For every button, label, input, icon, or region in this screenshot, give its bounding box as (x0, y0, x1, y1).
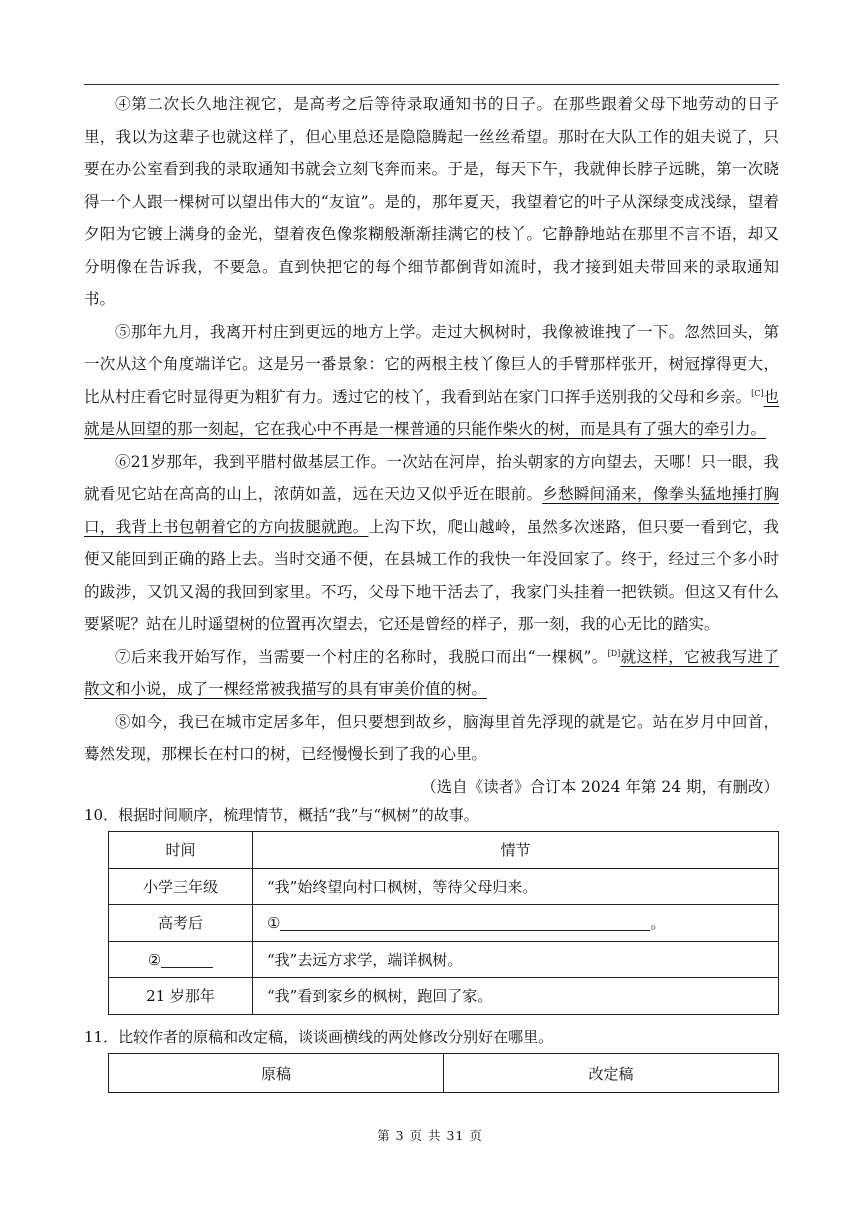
question-11 (84, 1022, 779, 1052)
header-plot: 情节 (253, 832, 779, 869)
paragraph-7: ⑦后来我开始写作，当需要一个村庄的名称时，我脱口而出“一棵枫”。[D]就这样，它被我写进了散文和小说，成了一棵经常被我描写的具有审美价值的树。 (84, 647, 779, 698)
blank-line (280, 912, 650, 931)
paragraph-5: ⑤那年九月，我离开村庄到更远的地方上学。走过大枫树时，我像被谁拽了一下。忽然回头，第一次从这个角度端详它。这是另一番景象：它的两根主枝丫像巨人的手臂那样张开，树冠撑得更大，比从村庄看它时显得更为粗犷有力。透过它的枝丫，我看到站在家门口挥手送别我的父母和乡亲。[C]也就是从回望的那一刻起，它在我心中不再是一棵普通的只能作柴火的树，而是具有了强大的牵引力。 (84, 322, 779, 438)
paragraph-6: ⑥21岁那年，我到平腊村做基层工作。一次站在河岸，抬头朝家的方向望去，天哪！只一眼，我就看见它站在高高的山上，浓荫如盖，远在天边又似乎近在眼前。乡愁瞬间涌来，像拳头猛地捶打胸口，我背上书包朝着它的方向拔腿就跑。上沟下坎，爬山越岭，虽然多次迷路，但只要一看到它，我便又能回到正确的路上去。当时交通不便，在县城工作的我快一年没回家了。终于，经过三个多小时的跋涉，又饥又渴的我回到家里。不巧，父母下地干活去了，我家门头挂着一把铁锁。但这又有什么要紧呢？站在儿时遥望树的位置再次望去，它还是曾经的样子，那一刻，我的心无比的踏实。 (84, 452, 779, 633)
underlined-sentence-6: 乡愁瞬间涌来，像拳头猛地捶打胸口，我背上书包朝着它的方向拔腿就跑。 (84, 485, 779, 536)
answer-blank-1[interactable]: ① 。 (253, 905, 779, 942)
paragraph-8: ⑧如今，我已在城市定居多年，但只要想到故乡，脑海里首先浮现的就是它。站在岁月中回首，蓦然发现，那棵长在村口的树，已经慢慢长到了我的心里。 (84, 712, 779, 763)
article-body (84, 88, 779, 803)
question-11-prompt: 11．比较作者的原稿和改定稿，谈谈画横线的两处修改分别好在哪里。 (84, 1028, 554, 1046)
row-plot: “我”去远方求学，端详枫树。 (253, 941, 779, 978)
row-plot: “我”看到家乡的枫树，跑回了家。 (253, 978, 779, 1015)
underlined-sentence-d: 就这样，它被我写进了散文和小说，成了一棵经常被我描写的具有审美价值的树。 (84, 647, 779, 698)
mark-d: [D] (607, 648, 621, 658)
table-row (109, 978, 779, 1015)
table-header-row (109, 1054, 779, 1093)
question-10-prompt: 10．根据时间顺序，梳理情节，概括“我”与“枫树”的故事。 (84, 806, 479, 824)
header-original: 原稿 (109, 1054, 444, 1093)
plot-table (108, 831, 779, 1015)
table-row (109, 868, 779, 905)
row-time: 21 岁那年 (109, 978, 253, 1015)
revision-table (108, 1053, 779, 1093)
table-row (109, 941, 779, 978)
table-header-row (109, 832, 779, 869)
table-row (109, 905, 779, 942)
blank-line (161, 949, 213, 968)
header-revised: 改定稿 (444, 1054, 779, 1093)
article-source: （选自《读者》合订本 2024 年第 24 期，有删改） (421, 777, 779, 796)
question-10 (84, 800, 779, 830)
page-footer: 第 3 页 共 31 页 (377, 1128, 483, 1143)
row-plot: “我”始终望向村口枫树，等待父母归来。 (253, 868, 779, 905)
mark-c: [C] (751, 388, 764, 398)
underlined-sentence-c: 也就是从回望的那一刻起，它在我心中不再是一棵普通的只能作柴火的树，而是具有了强大的牵引力。 (84, 387, 779, 438)
paragraph-4: ④第二次长久地注视它，是高考之后等待录取通知书的日子。在那些跟着父母下地劳动的日子里，我以为这辈子也就这样了，但心里总还是隐隐腾起一丝丝希望。那时在大队工作的姐夫说了，只要在办公室看到我的录取通知书就会立刻飞奔而来。于是，每天下午，我就伸长脖子远眺，第一次晓得一个人跟一棵树可以望出伟大的“友谊”。是的，那年夏天，我望着它的叶子从深绿变成浅绿，望着夕阳为它镀上满身的金光，望着夜色像浆糊般渐渐挂满它的枝丫。它静静地站在那里不言不语，却又分明像在告诉我，不要急。直到快把它的每个细节都倒背如流时，我才接到姐夫带回来的录取通知书。 (84, 95, 779, 308)
header-rule (84, 84, 779, 85)
header-time: 时间 (109, 832, 253, 869)
row-time: 高考后 (109, 905, 253, 942)
row-time: 小学三年级 (109, 868, 253, 905)
answer-blank-2[interactable]: ② (109, 941, 253, 978)
